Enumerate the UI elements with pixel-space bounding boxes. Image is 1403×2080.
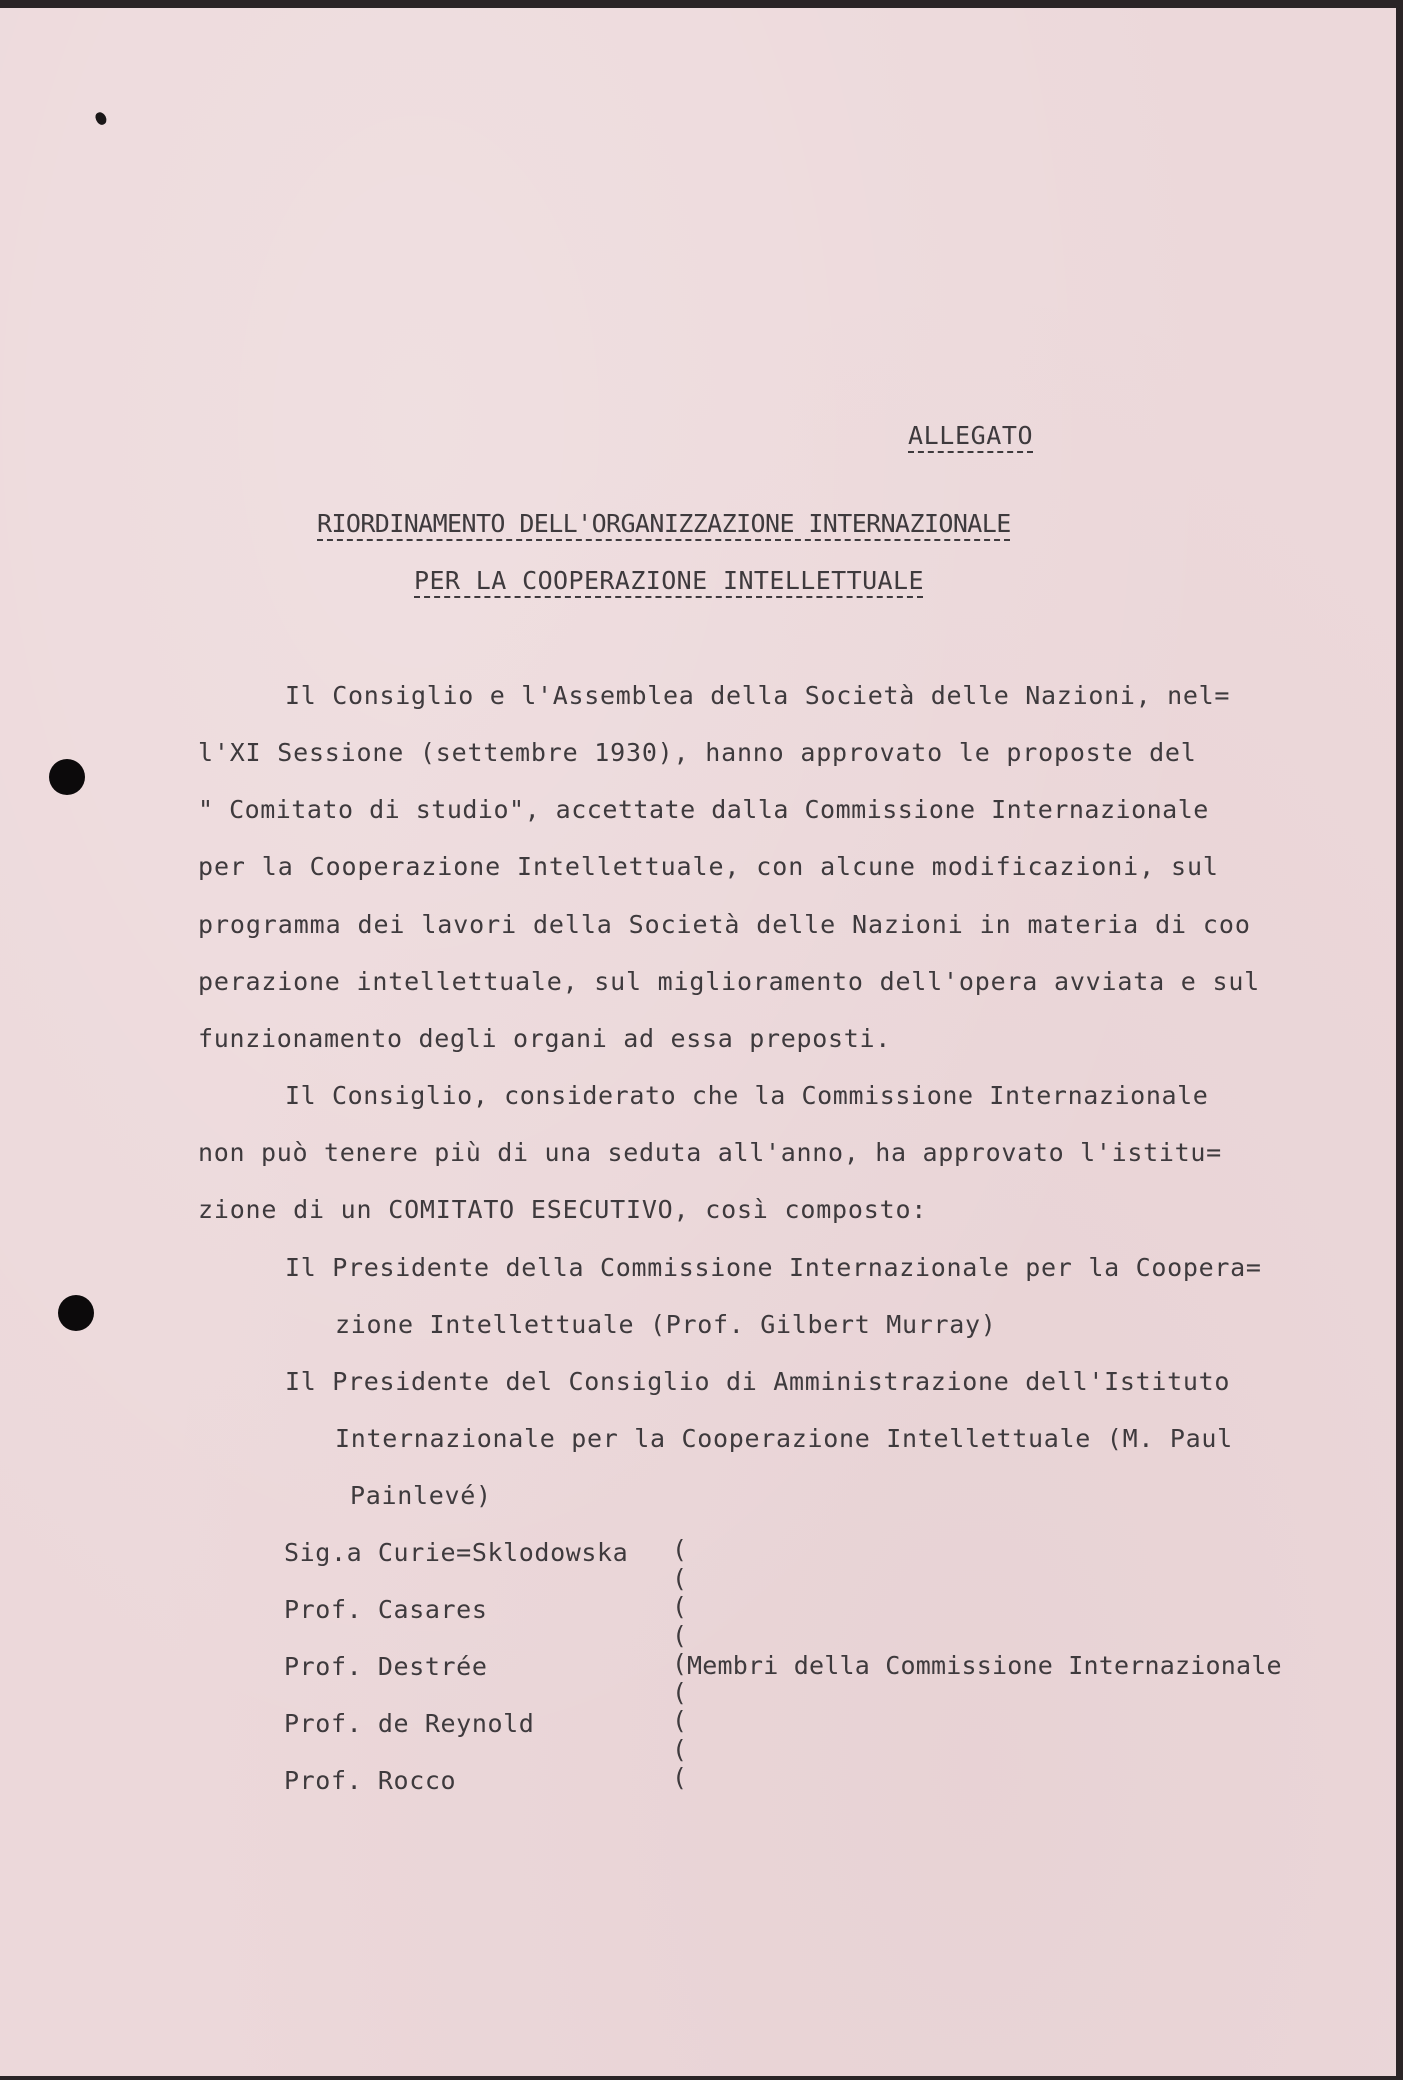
paragraph-1-line-3: " Comitato di studio", accettate dalla Commissione Internazionale bbox=[198, 795, 1209, 824]
paragraph-1-line-2: l'XI Sessione (settembre 1930), hanno approvato le proposte del bbox=[198, 738, 1197, 767]
bracket-parentheses: ( ( ( ( ( ( ( ( ( bbox=[672, 1535, 688, 1792]
member-2-line-3: Painlevé) bbox=[350, 1481, 492, 1510]
members-list-item: Prof. de Reynold bbox=[284, 1709, 535, 1738]
members-list-item: Sig.a Curie=Sklodowska bbox=[284, 1538, 629, 1567]
document-title-line-1: RIORDINAMENTO DELL'ORGANIZZAZIONE INTERNAZIONALE bbox=[317, 509, 1011, 538]
members-list-item: Prof. Destrée bbox=[284, 1652, 488, 1681]
member-1-line-2: zione Intellettuale (Prof. Gilbert Murray) bbox=[335, 1310, 997, 1339]
member-1-line-1: Il Presidente della Commissione Internazionale per la Coopera= bbox=[285, 1253, 1262, 1282]
document-title-line-2: PER LA COOPERAZIONE INTELLETTUALE bbox=[414, 566, 924, 595]
members-list-item: Prof. Rocco bbox=[284, 1766, 457, 1795]
punch-hole-top bbox=[49, 759, 85, 795]
members-list-item: Prof. Casares bbox=[284, 1595, 488, 1624]
paragraph-1-line-6: perazione intellettuale, sul miglioramento dell'opera avviata e sul bbox=[198, 967, 1261, 996]
document-page bbox=[0, 8, 1396, 2076]
paragraph-2-line-2: non può tenere più di una seduta all'anno, ha approvato l'istitu= bbox=[198, 1138, 1222, 1167]
punch-hole-bottom bbox=[58, 1295, 94, 1331]
paragraph-2-line-1: Il Consiglio, considerato che la Commissione Internazionale bbox=[285, 1081, 1209, 1110]
member-2-line-1: Il Presidente del Consiglio di Amministrazione dell'Istituto bbox=[285, 1367, 1231, 1396]
paragraph-1-line-7: funzionamento degli organi ad essa preposti. bbox=[198, 1024, 892, 1053]
bracket-label: Membri della Commissione Internazionale bbox=[687, 1651, 1282, 1680]
document-label: ALLEGATO bbox=[908, 421, 1034, 450]
paragraph-1-line-5: programma dei lavori della Società delle Nazioni in materia di coo bbox=[198, 910, 1251, 939]
member-2-line-2: Internazionale per la Cooperazione Intellettuale (M. Paul bbox=[335, 1424, 1233, 1453]
ink-speck bbox=[94, 110, 109, 126]
paragraph-1-line-4: per la Cooperazione Intellettuale, con alcune modificazioni, sul bbox=[198, 852, 1219, 881]
paragraph-1-line-1: Il Consiglio e l'Assemblea della Società delle Nazioni, nel= bbox=[285, 681, 1231, 710]
paragraph-2-line-3: zione di un COMITATO ESECUTIVO, così composto: bbox=[198, 1195, 928, 1224]
